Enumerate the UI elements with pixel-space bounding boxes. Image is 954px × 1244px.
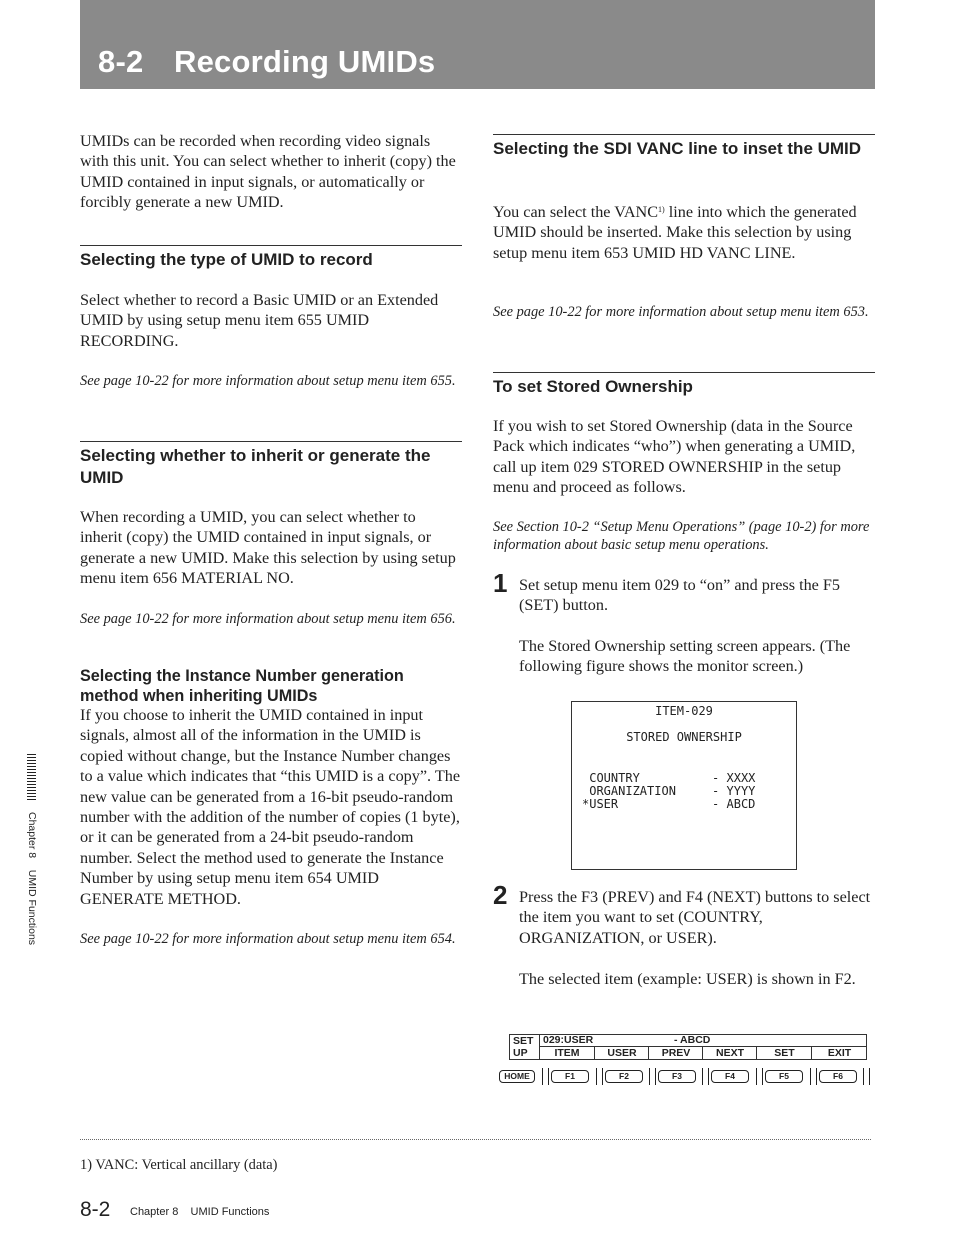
paragraph-inherit-generate: When recording a UMID, you can select whether to inherit (copy) the UMID contained in input signals, or generate a new UMID. Make this selection by using setup menu item 656 MATERIAL NO. — [80, 508, 456, 588]
f5-label: SET — [756, 1047, 812, 1059]
monitor-item-title: STORED OWNERSHIP — [626, 730, 742, 744]
function-key-value-row — [540, 1035, 866, 1047]
vanc-text-b: line into which the generated UMID should be inserted. Make this selection by using setup menu item 653 UMID HD VANC LINE. — [493, 203, 857, 262]
monitor-row-organization: ORGANIZATION - YYYY — [582, 784, 756, 798]
vanc-text-a: You can select the VANC — [493, 203, 659, 221]
item-setting: - ABCD — [674, 1034, 711, 1046]
button-separator — [702, 1068, 709, 1085]
button-separator — [810, 1068, 817, 1085]
step-2-result: The selected item (example: USER) is shown in F2. — [519, 970, 856, 988]
chapter-tab-marker — [27, 754, 36, 802]
heading-umid-type: Selecting the type of UMID to record — [80, 245, 462, 271]
step-1-number: 1 — [493, 568, 508, 598]
f6-button[interactable]: F6 — [819, 1070, 857, 1083]
f6-label: EXIT — [811, 1047, 867, 1059]
button-separator — [596, 1068, 603, 1085]
step-1-text: Set setup menu item 029 to “on” and press the F5 (SET) button. — [519, 576, 840, 615]
button-separator — [863, 1068, 870, 1085]
footnote-vanc: 1) VANC: Vertical ancillary (data) — [80, 1157, 278, 1173]
page-number: 8-2 — [80, 1198, 111, 1221]
heading-inherit-generate: Selecting whether to inherit or generate the UMID — [80, 441, 462, 489]
monitor-item-label: ITEM-029 — [655, 704, 713, 718]
home-button[interactable]: HOME — [499, 1070, 535, 1083]
footnote-ref: 1) — [658, 205, 665, 214]
heading-stored-ownership: To set Stored Ownership — [493, 372, 875, 398]
monitor-row-user: *USER - ABCD — [582, 797, 756, 811]
f3-button[interactable]: F3 — [658, 1070, 696, 1083]
heading-sdi-vanc: Selecting the SDI VANC line to inset the UMID — [493, 134, 875, 160]
f1-label: ITEM — [554, 1047, 580, 1059]
function-buttons-row — [499, 1068, 869, 1086]
f2-label: USER — [594, 1047, 649, 1059]
intro-paragraph: UMIDs can be recorded when recording video signals with this unit. You can select whether to inherit (copy) the UMID contained in input signals, or automatically or forcibly generate a new UMID. — [80, 132, 456, 212]
section-title-text: Recording UMIDs — [174, 44, 436, 79]
f2-button[interactable]: F2 — [605, 1070, 643, 1083]
step-1-result: The Stored Ownership setting screen appears. (The following figure shows the monitor screen.) — [519, 637, 851, 676]
paragraph-instance-number: If you choose to inherit the UMID contained in input signals, almost all of the information in the UMID is copied without change, but the Instance Number changes to a value which indicates that “this UMID is a copy”. The new value can be generated from a 16-bit pseudo-random number with the addition of the number of copies (1 byte), or it can be generated from a 24-bit pseudo-random number. Select the method used to generate the Instance Number by using setup menu item 654 UMID GENERATE METHOD. — [80, 706, 461, 908]
button-separator — [542, 1068, 549, 1085]
monitor-screen-figure — [571, 701, 797, 870]
step-2-number: 2 — [493, 880, 508, 910]
note-654: See page 10-22 for more information about setup menu item 654. — [80, 931, 456, 947]
item-value: 029:USER — [543, 1034, 594, 1046]
note-653: See page 10-22 for more information about setup menu item 653. — [493, 304, 869, 320]
f4-label: NEXT — [702, 1047, 757, 1059]
footnote-divider — [80, 1139, 871, 1140]
step-2-text: Press the F3 (PREV) and F4 (NEXT) buttons to select the item you want to set (COUNTRY, ORGANIZATION, or USER). — [519, 888, 871, 947]
setup-label-top: SET — [513, 1035, 534, 1047]
setup-cell — [510, 1035, 540, 1059]
note-656: See page 10-22 for more information about setup menu item 656. — [80, 611, 456, 627]
paragraph-sdi-vanc — [493, 200, 875, 263]
f3-label: PREV — [648, 1047, 703, 1059]
heading-instance-number: Selecting the Instance Number generation method when inheriting UMIDs — [80, 667, 404, 705]
paragraph-stored-ownership: If you wish to set Stored Ownership (data in the Source Pack which indicates “who”) when generating a UMID, call up item 029 STORED OWNERSHIP in the setup menu and proceed as follows. — [493, 417, 856, 497]
button-separator — [649, 1068, 656, 1085]
f1-button[interactable]: F1 — [551, 1070, 589, 1083]
function-key-label-row — [540, 1047, 866, 1059]
note-section-10-2: See Section 10-2 “Setup Menu Operations” (page 10-2) for more information about basic setup menu operations. — [493, 519, 870, 553]
paragraph-umid-type: Select whether to record a Basic UMID or an Extended UMID by using setup menu item 655 UMID RECORDING. — [80, 291, 439, 350]
side-chapter-label: Chapter 8 UMID Functions — [26, 812, 38, 946]
setup-label-bottom: UP — [513, 1047, 528, 1059]
note-655: See page 10-22 for more information about setup menu item 655. — [80, 373, 456, 389]
button-separator — [756, 1068, 763, 1085]
chapter-header-bar — [80, 0, 875, 89]
f4-button[interactable]: F4 — [711, 1070, 749, 1083]
section-number: 8-2 — [98, 44, 144, 79]
footer-chapter-label: Chapter 8 UMID Functions — [130, 1206, 270, 1218]
monitor-row-country: COUNTRY - XXXX — [582, 771, 756, 785]
section-title — [98, 44, 435, 80]
function-key-display — [509, 1034, 867, 1060]
f5-button[interactable]: F5 — [765, 1070, 803, 1083]
